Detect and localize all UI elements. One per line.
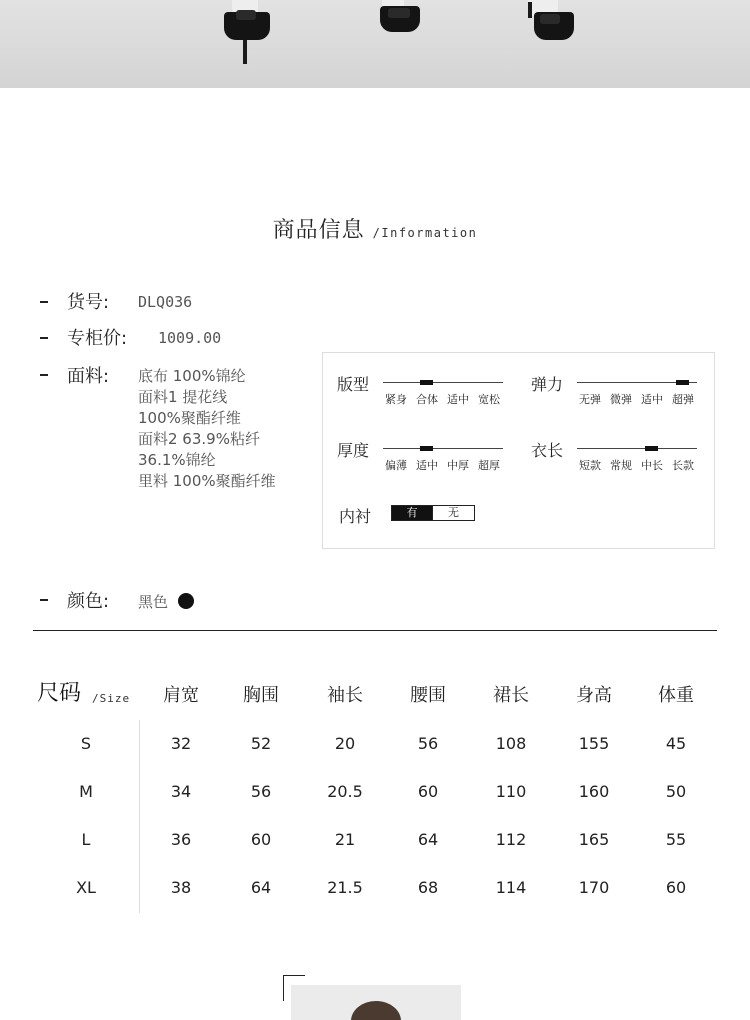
sku-label: 货号: xyxy=(67,292,110,313)
table-divider-line xyxy=(139,720,140,913)
length-option: 短款 xyxy=(579,459,601,472)
table-cell: 38 xyxy=(170,878,192,897)
table-cell: 32 xyxy=(170,734,192,753)
table-cell: 60 xyxy=(665,878,687,897)
fabric-line: 底布 100%锦纶 xyxy=(138,367,246,385)
length-title: 衣长 xyxy=(531,441,564,460)
fit-title: 版型 xyxy=(337,375,370,394)
table-cell: 21 xyxy=(334,830,356,849)
table-cell: 112 xyxy=(495,830,527,849)
section-title-zh: 商品信息 xyxy=(272,218,365,243)
table-cell: 160 xyxy=(578,782,610,801)
elasticity-scale-marker xyxy=(676,380,689,385)
table-cell: 45 xyxy=(665,734,687,753)
table-cell: 20.5 xyxy=(327,782,363,801)
sku-value: DLQ036 xyxy=(138,293,193,311)
table-cell: 60 xyxy=(250,830,272,849)
fit-scale-marker xyxy=(420,380,433,385)
size-label: S xyxy=(80,734,92,753)
table-cell: 64 xyxy=(250,878,272,897)
size-label: XL xyxy=(76,878,96,897)
table-cell: 108 xyxy=(495,734,527,753)
corner-decoration xyxy=(283,975,305,976)
model-photo xyxy=(291,985,461,1020)
table-cell: 64 xyxy=(417,830,439,849)
column-header: 裙长 xyxy=(493,685,529,706)
fit-option: 宽松 xyxy=(478,393,500,406)
table-cell: 52 xyxy=(250,734,272,753)
table-cell: 36 xyxy=(170,830,192,849)
fabric-line: 100%聚酯纤维 xyxy=(138,409,241,427)
thickness-scale-marker xyxy=(420,446,433,451)
thickness-option: 偏薄 xyxy=(385,459,407,472)
length-scale-marker xyxy=(645,446,658,451)
fit-option: 紧身 xyxy=(385,393,407,406)
bullet-dash xyxy=(40,374,48,376)
thickness-title: 厚度 xyxy=(337,441,370,460)
length-scale-line xyxy=(577,448,697,449)
fabric-line: 36.1%锦纶 xyxy=(138,451,216,469)
size-label: M xyxy=(79,782,93,801)
price-label: 专柜价: xyxy=(67,328,128,349)
column-header: 腰围 xyxy=(410,685,446,706)
thickness-option: 适中 xyxy=(416,459,438,472)
size-label: L xyxy=(81,830,91,849)
price-value: 1009.00 xyxy=(158,329,222,347)
column-header: 身高 xyxy=(576,685,612,706)
color-swatch xyxy=(178,593,194,609)
column-header: 胸围 xyxy=(243,685,279,706)
section-title-en: /Information xyxy=(372,226,478,240)
thickness-scale-line xyxy=(383,448,503,449)
column-header: 体重 xyxy=(658,685,694,706)
table-cell: 110 xyxy=(495,782,527,801)
section-title xyxy=(0,213,750,244)
table-cell: 114 xyxy=(495,878,527,897)
fabric-label: 面料: xyxy=(67,366,110,387)
table-cell: 170 xyxy=(578,878,610,897)
elasticity-option: 微弹 xyxy=(610,393,632,406)
elasticity-option: 适中 xyxy=(641,393,663,406)
divider xyxy=(33,630,717,631)
table-cell: 165 xyxy=(578,830,610,849)
table-cell: 34 xyxy=(170,782,192,801)
fit-option: 适中 xyxy=(447,393,469,406)
table-cell: 56 xyxy=(417,734,439,753)
lining-yes-option: 有 xyxy=(391,505,433,521)
lining-no-option: 无 xyxy=(432,505,475,521)
bullet-dash xyxy=(40,337,48,339)
product-photo-shoes xyxy=(0,0,750,88)
size-table-title: 尺码 xyxy=(37,681,82,706)
thickness-option: 中厚 xyxy=(447,459,469,472)
color-label: 颜色: xyxy=(67,591,110,612)
length-option: 长款 xyxy=(672,459,694,472)
elasticity-title: 弹力 xyxy=(531,375,564,394)
bullet-dash xyxy=(40,599,48,601)
table-cell: 50 xyxy=(665,782,687,801)
lining-title: 内衬 xyxy=(339,507,372,526)
fabric-line: 面料2 63.9%粘纤 xyxy=(138,430,260,448)
length-option: 常规 xyxy=(610,459,632,472)
fabric-line: 面料1 提花线 xyxy=(138,388,228,406)
column-header: 袖长 xyxy=(327,685,363,706)
color-value: 黑色 xyxy=(138,593,169,611)
table-cell: 55 xyxy=(665,830,687,849)
table-cell: 20 xyxy=(334,734,356,753)
bullet-dash xyxy=(40,301,48,303)
size-table-subtitle: /Size xyxy=(92,692,131,705)
table-cell: 56 xyxy=(250,782,272,801)
corner-decoration xyxy=(283,975,284,1001)
column-header: 肩宽 xyxy=(163,685,199,706)
table-cell: 21.5 xyxy=(327,878,363,897)
thickness-option: 超厚 xyxy=(478,459,500,472)
attribute-panel xyxy=(322,352,715,549)
fabric-line: 里料 100%聚酯纤维 xyxy=(138,472,276,490)
table-cell: 155 xyxy=(578,734,610,753)
elasticity-option: 无弹 xyxy=(579,393,601,406)
fit-scale-line xyxy=(383,382,503,383)
fit-option: 合体 xyxy=(416,393,438,406)
length-option: 中长 xyxy=(641,459,663,472)
table-cell: 68 xyxy=(417,878,439,897)
elasticity-option: 超弹 xyxy=(672,393,694,406)
table-cell: 60 xyxy=(417,782,439,801)
